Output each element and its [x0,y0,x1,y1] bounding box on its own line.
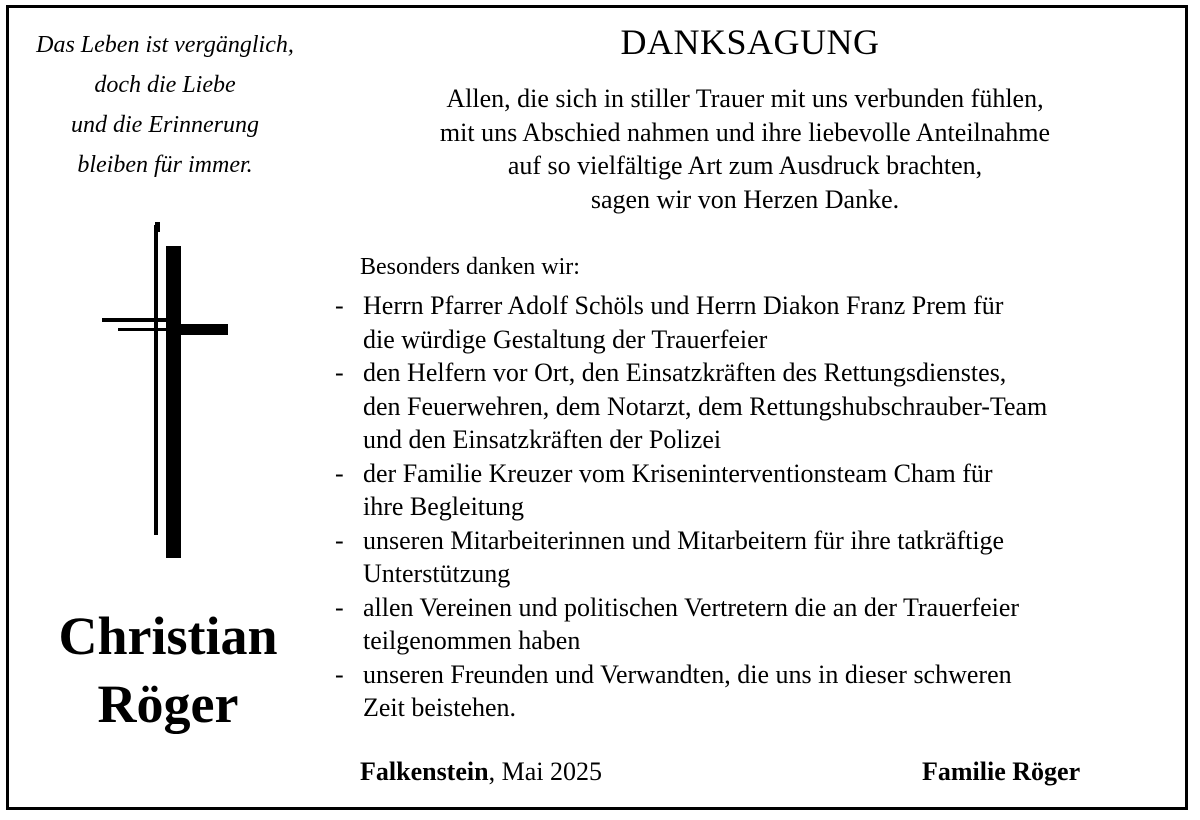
list-item-line: unseren Mitarbeiterinnen und Mitarbeitern für ihre tatkräftige [363,525,1005,555]
list-item-line: den Feuerwehren, dem Notarzt, dem Rettungshubschrauber-Team [363,391,1048,421]
list-item-line: und den Einsatzkräften der Polizei [363,425,722,454]
first-name: Christian [58,606,278,666]
intro-line: auf so vielfältige Art zum Ausdruck brachten, [507,151,983,180]
deceased-name [10,602,326,738]
list-item-line: teilgenommen haben [363,626,581,655]
list-item [335,658,1185,725]
list-item [335,591,1185,658]
list-item [335,524,1185,591]
list-item-line: Unterstützung [363,559,511,588]
intro-line: Allen, die sich in stiller Trauer mit uns verbunden fühlen, [446,84,1044,113]
quote-line: und die Erinnerung [71,112,259,138]
list-item-line: unseren Freunden und Verwandten, die uns in dieser schweren [363,659,1012,689]
page-title: DANKSAGUNG [620,22,880,62]
place-and-date [360,755,602,789]
memorial-quote [10,25,320,185]
quote-line: doch die Liebe [94,72,236,98]
list-item-line: die würdige Gestaltung der Trauerfeier [363,324,768,354]
date: , Mai 2025 [488,757,602,786]
quote-line: Das Leben ist vergänglich, [36,32,294,58]
thanks-list [335,289,1185,725]
cross-icon [90,220,240,565]
intro-line: sagen wir von Herzen Danke. [590,184,900,214]
quote-line: bleiben für immer. [77,152,253,178]
list-dash: - [335,291,344,320]
list-item [335,457,1185,524]
list-item-line: Herrn Pfarrer Adolf Schöls und Herrn Diakon Franz Prem für [363,291,1004,320]
list-dash: - [335,458,344,488]
list-item-line: Zeit beistehen. [363,693,517,722]
list-item [335,356,1185,457]
list-item [335,289,1185,356]
list-item-line: allen Vereinen und politischen Vertretern die an der Trauerfeier [363,592,1020,622]
intro-line: mit uns Abschied nahmen und ihre liebevolle Anteilnahme [439,117,1051,147]
list-dash: - [335,659,344,689]
list-item-line: der Familie Kreuzer vom Kriseninterventionsteam Cham für [363,458,993,488]
last-name: Röger [97,674,239,734]
thanks-heading: Besonders danken wir: [360,254,580,280]
list-dash: - [335,592,344,622]
intro-text [330,82,1160,216]
list-item-line: ihre Begleitung [363,492,525,521]
list-dash: - [335,358,344,387]
place: Falkenstein [360,757,489,786]
list-dash: - [335,525,344,555]
list-item-line: den Helfern vor Ort, den Einsatzkräften des Rettungsdienstes, [363,358,1007,387]
family-signature: Familie Röger [922,757,1081,786]
